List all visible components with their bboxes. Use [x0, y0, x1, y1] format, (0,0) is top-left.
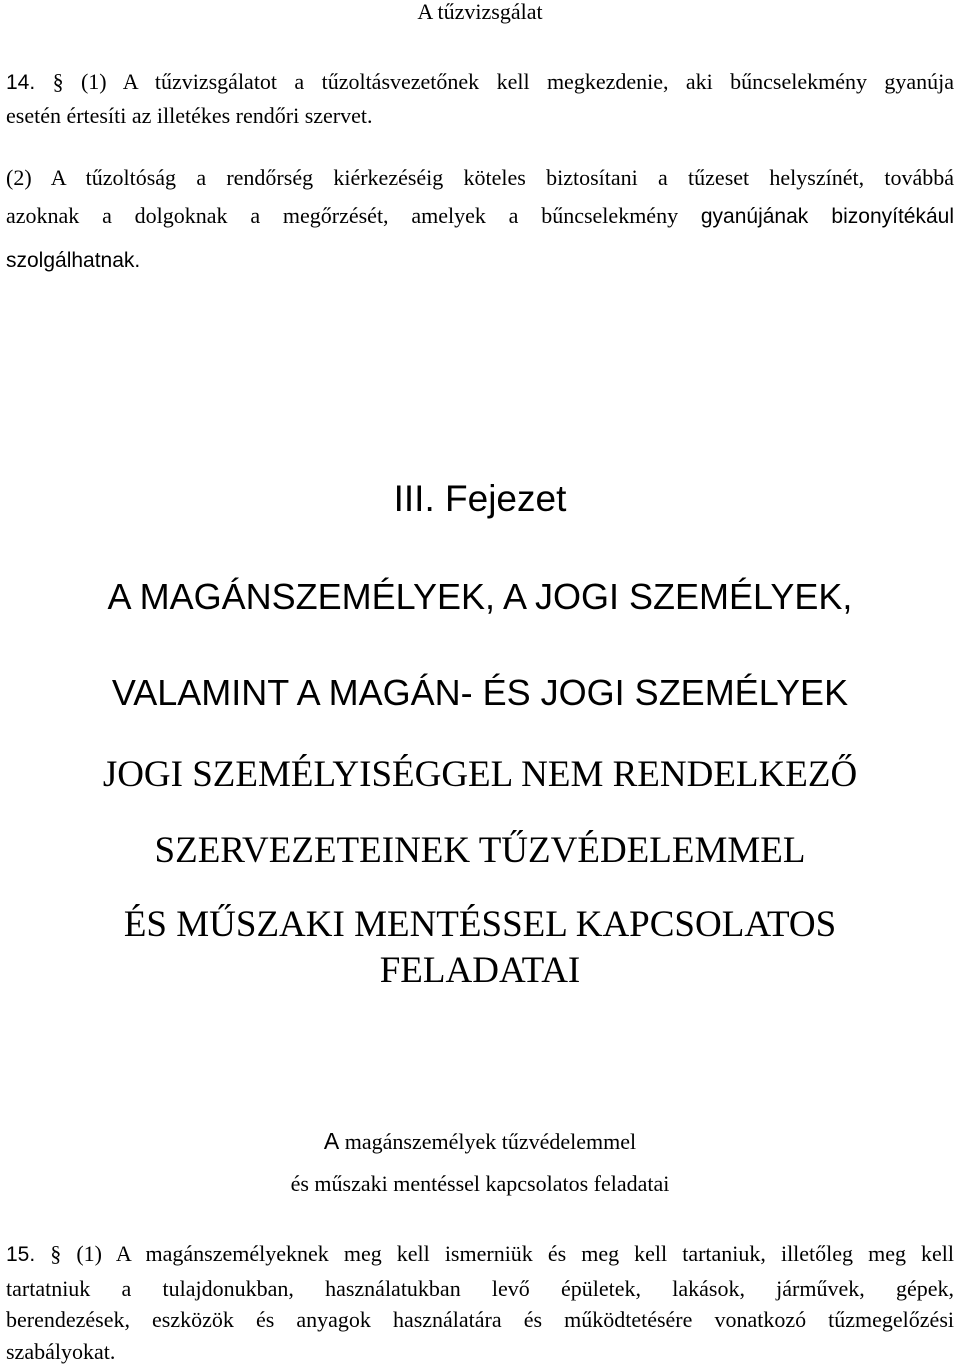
section-14-p2-line-1: (2) A tűzoltóság a rendőrség kiérkezéséig köteles biztosítani a tűzeset helyszínét, továbbá — [6, 165, 954, 190]
section-14-p2-line-3: szolgálhatnak. — [6, 249, 141, 272]
chapter-title-line-4: SZERVEZETEINEK TŰZVÉDELEMMEL — [154, 830, 806, 871]
chapter-title-line-6: FELADATAI — [379, 950, 581, 991]
section-15-text: (1) A magánszemélyeknek meg kell ismerniük és meg kell tartaniuk, illetőleg meg kell — [76, 1241, 955, 1266]
section-14-p1-text: (1) A tűzvizsgálatot a tűzoltásvezetőnek kell megkezdenie, aki bűncselekmény gyanúja — [80, 69, 955, 94]
section-15-line-4: szabályokat. — [6, 1339, 116, 1364]
subtitle-line-1 — [0, 1130, 960, 1153]
section-15-line-3: berendezések, eszközök és anyagok használatára és működtetésére vonatkozó tűzmegelőzési — [6, 1307, 954, 1332]
section-14-line-1 — [6, 71, 954, 93]
chapter-title-line-1: A MAGÁNSZEMÉLYEK, A JOGI SZEMÉLYEK, — [107, 576, 853, 617]
page-header-title: A tűzvizsgálat — [417, 0, 543, 24]
subtitle-line-2: és műszaki mentéssel kapcsolatos feladatai — [290, 1171, 670, 1196]
chapter-title-line-2: VALAMINT A MAGÁN- ÉS JOGI SZEMÉLYEK — [111, 672, 849, 713]
section-14-number: 14. — [6, 71, 36, 94]
chapter-title-line-5: ÉS MŰSZAKI MENTÉSSEL KAPCSOLATOS — [123, 904, 837, 945]
subtitle-line-1-rest: magánszemélyek tűzvédelemmel — [339, 1129, 637, 1154]
section-15-number: 15. — [6, 1243, 36, 1266]
section-14-p1-line-2: esetén értesíti az illetékes rendőri szervet. — [6, 103, 373, 128]
paragraph-sign-icon: § — [50, 1241, 62, 1266]
subtitle-first-letter: A — [323, 1128, 340, 1154]
section-14-p2-line-2-sans: gyanújának bizonyítékául — [700, 205, 954, 228]
section-15-line-1 — [6, 1243, 954, 1265]
section-15-line-2: tartatniuk a tulajdonukban, használatukban levő épületek, lakások, járművek, gépek, — [6, 1276, 954, 1301]
paragraph-sign-icon: § — [52, 69, 64, 94]
section-14-p2-line-2-serif: azoknak a dolgoknak a megőrzését, amelyek a bűncselekmény — [6, 203, 701, 228]
chapter-title-line-3: JOGI SZEMÉLYISÉGGEL NEM RENDELKEZŐ — [102, 754, 858, 795]
section-14-p2-line-2 — [6, 205, 954, 227]
chapter-label: III. Fejezet — [393, 478, 567, 519]
